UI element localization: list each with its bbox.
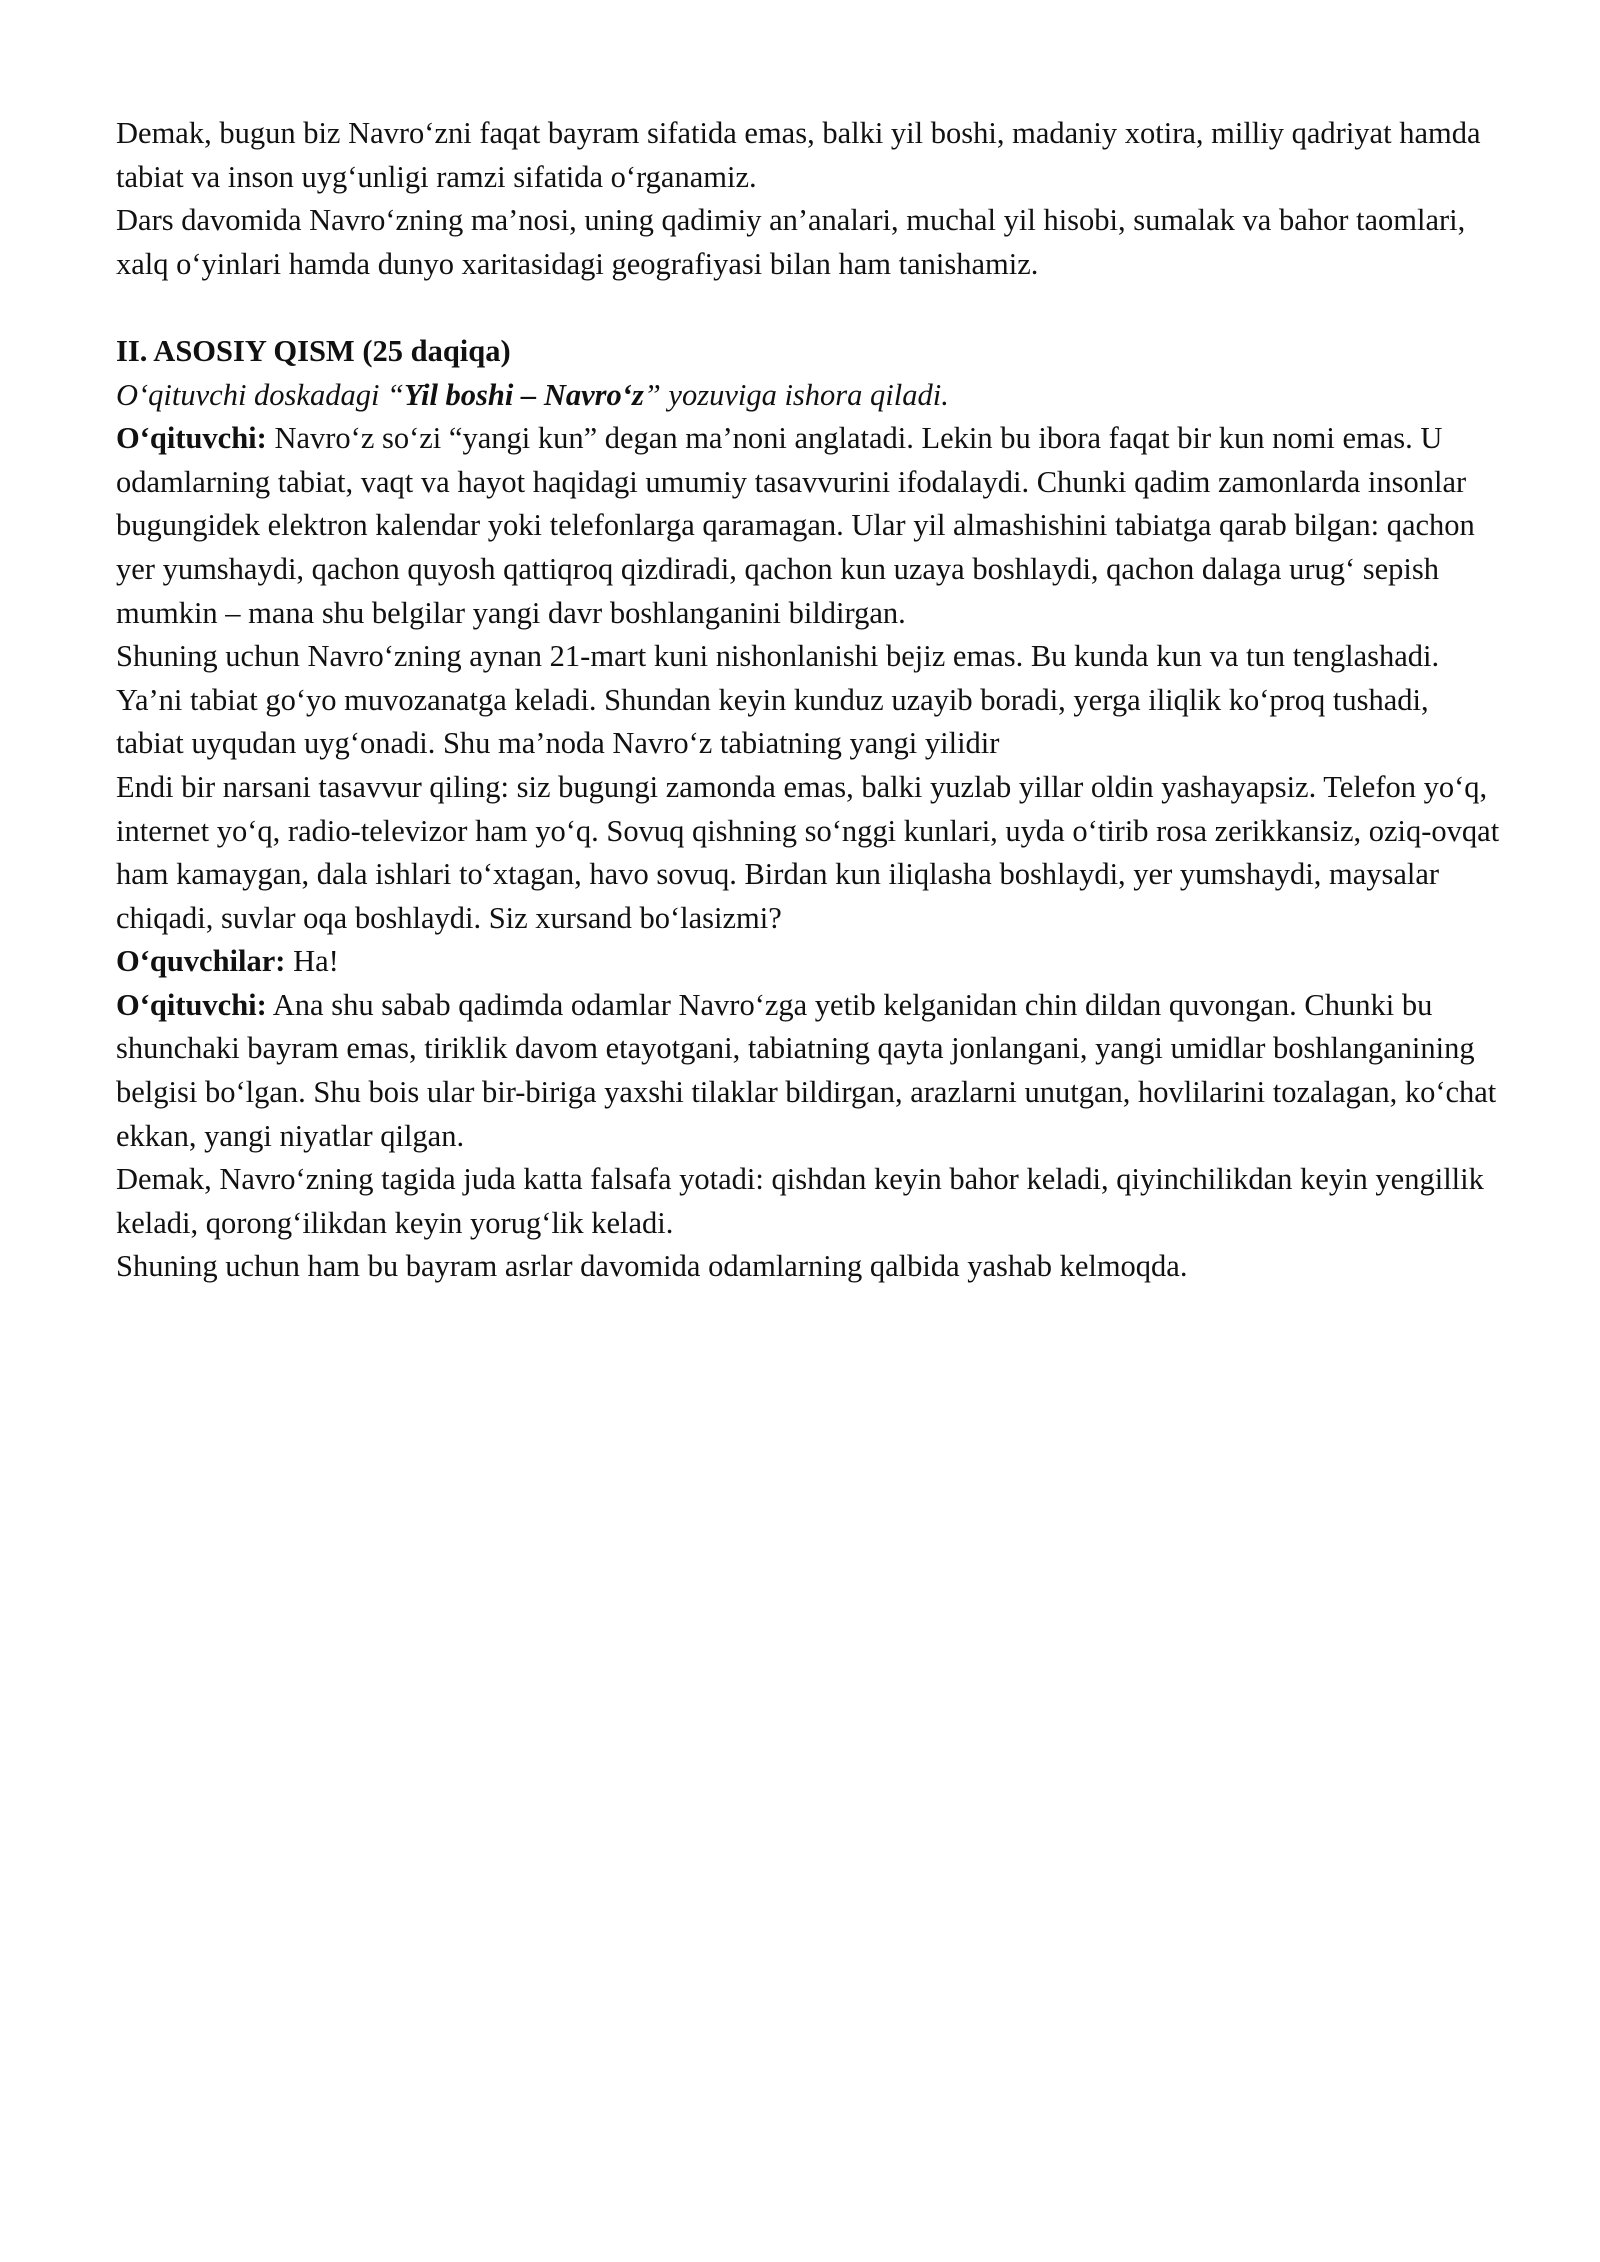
body-paragraph: Shuning uchun Navro‘zning aynan 21-mart kuni nishonlanishi bejiz emas. Bu kunda kun va tun tenglashadi. Ya’ni tabiat go‘yo muvozanatga keladi. Shundan keyin kunduz uzayib boradi, yerga iliqlik ko‘proq tushadi, tabiat uyqudan uyg‘onadi. Shu ma’noda Navro‘z tabiatning yangi yilidir [116, 639, 1440, 761]
section-heading: II. ASOSIY QISM (25 daqiqa) [116, 333, 511, 368]
stage-direction-after: ” yozuviga ishora qiladi. [643, 377, 949, 412]
stage-direction-board-text: Yil boshi – Navro‘z [404, 377, 644, 412]
students-line-text: Ha! [285, 944, 339, 979]
teacher-line [116, 417, 1500, 635]
document-page [116, 112, 1500, 1289]
speaker-label: O‘qituvchi: [116, 421, 267, 456]
teacher-line [116, 984, 1500, 1158]
intro-paragraph: Demak, bugun biz Navro‘zni faqat bayram sifatida emas, balki yil boshi, madaniy xotira, milliy qadriyat hamda tabiat va inson uyg‘unligi ramzi sifatida o‘rganamiz. [116, 116, 1481, 194]
teacher-line-text: Navro‘z so‘zi “yangi kun” degan ma’noni anglatadi. Lekin bu ibora faqat bir kun nomi emas. U odamlarning tabiat, vaqt va hayot haqidagi umumiy tasavvurini ifodalaydi. Chunki qadim zamonlarda insonlar bugungidek elektron kalendar yoki telefonlarga qaramagan. Ular yil almashishini tabiatga qarab bilgan: qachon yer yumshaydi, qachon quyosh qattiqroq qizdiradi, qachon kun uzaya boshlaydi, qachon dalaga urug‘ sepish mumkin – mana shu belgilar yangi davr boshlanganini bildirgan. [116, 421, 1475, 630]
teacher-line-text: Ana shu sabab qadimda odamlar Navro‘zga yetib kelganidan chin dildan quvongan. Chunki bu shunchaki bayram emas, tiriklik davom etayotgani, tabiatning qayta jonlangani, yangi umidlar boshlanganining belgisi bo‘lgan. Shu bois ular bir-biriga yaxshi tilaklar bildirgan, arazlarni unutgan, hovlilarini tozalagan, ko‘chat ekkan, yangi niyatlar qilgan. [116, 987, 1497, 1153]
stage-direction [116, 374, 1500, 418]
stage-direction-before: O‘qituvchi doskadagi “ [116, 377, 405, 412]
speaker-label: O‘qituvchi: [116, 987, 267, 1022]
paragraph-gap [116, 286, 1500, 330]
speaker-label: O‘quvchilar: [116, 944, 286, 979]
intro-paragraph: Dars davomida Navro‘zning ma’nosi, uning qadimiy an’analari, muchal yil hisobi, sumalak va bahor taomlari, xalq o‘yinlari hamda dunyo xaritasidagi geografiyasi bilan ham tanishamiz. [116, 203, 1466, 281]
body-paragraph: Endi bir narsani tasavvur qiling: siz bugungi zamonda emas, balki yuzlab yillar oldin yashayapsiz. Telefon yo‘q, internet yo‘q, radio-televizor ham yo‘q. Sovuq qishning so‘nggi kunlari, uyda o‘tirib rosa zerikkansiz, oziq-ovqat ham kamaygan, dala ishlari to‘xtagan, havo sovuq. Birdan kun iliqlasha boshlaydi, yer yumshaydi, maysalar chiqadi, suvlar oqa boshlaydi. Siz xursand bo‘lasizmi? [116, 769, 1500, 935]
body-paragraph: Shuning uchun ham bu bayram asrlar davomida odamlarning qalbida yashab kelmoqda. [116, 1249, 1188, 1284]
body-paragraph: Demak, Navro‘zning tagida juda katta falsafa yotadi: qishdan keyin bahor keladi, qiyinchilikdan keyin yengillik keladi, qorong‘ilikdan keyin yorug‘lik keladi. [116, 1162, 1484, 1240]
students-line [116, 940, 1500, 984]
